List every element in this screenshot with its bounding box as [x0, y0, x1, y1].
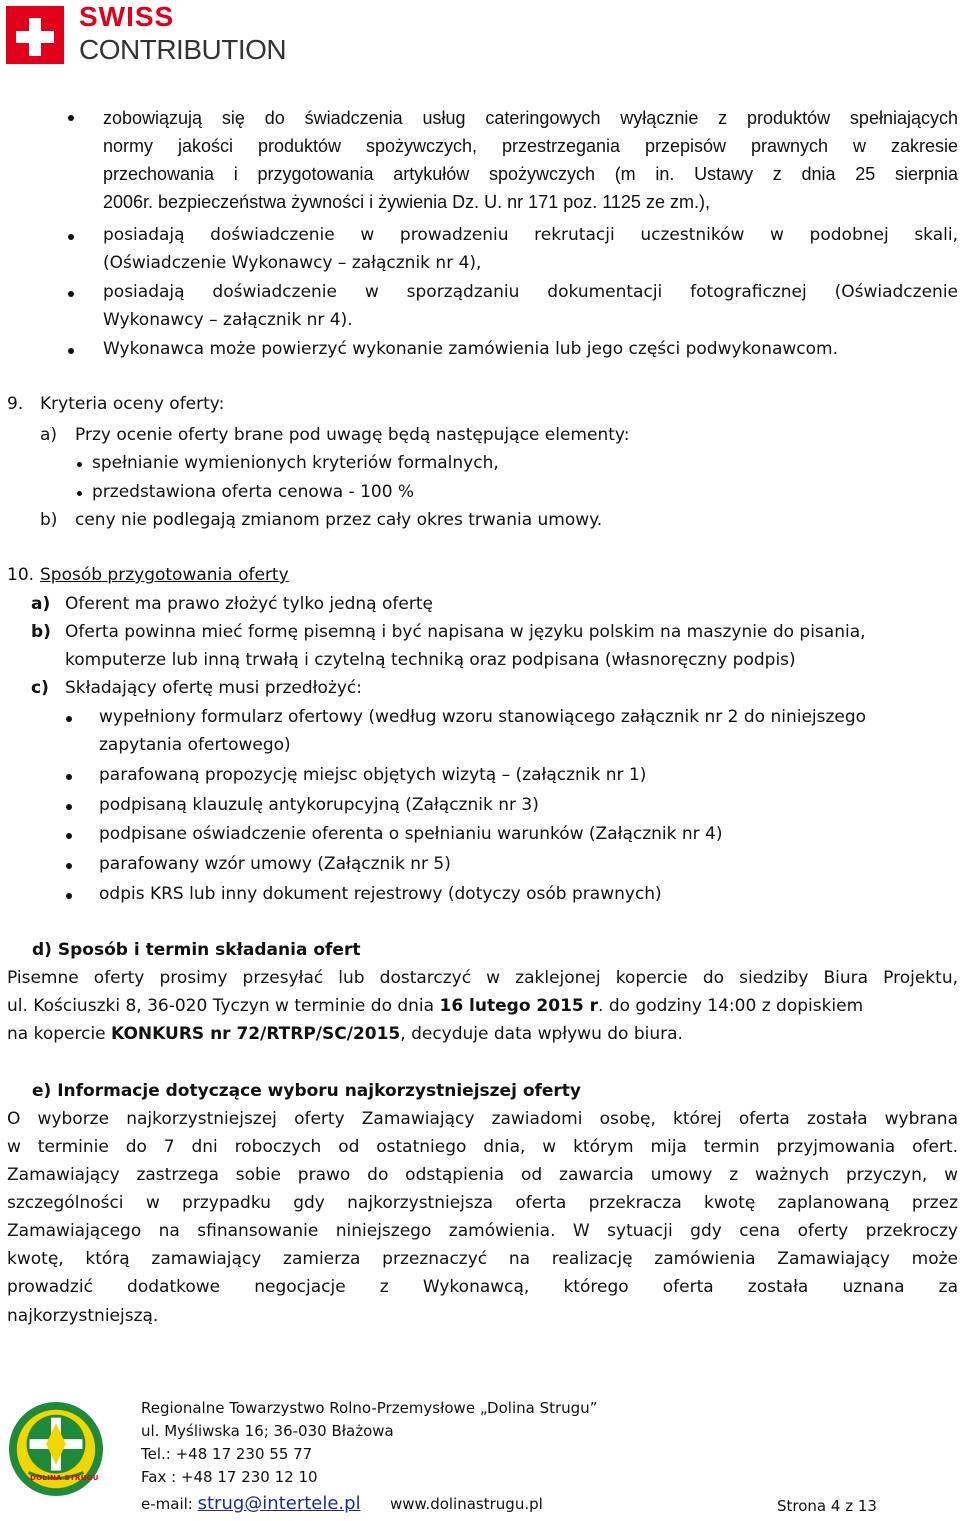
- c-item-3: podpisaną klauzulę antykorupcyjną (Załącznik nr 3): [99, 795, 539, 815]
- footer-org: Regionalne Towarzystwo Rolno-Przemysłowe „Dolina Strugu”: [141, 1399, 598, 1417]
- section-10-b-marker: b): [31, 622, 51, 642]
- section-9-a-text: Przy ocenie oferty brane pod uwagę będą następujące elementy:: [75, 425, 630, 445]
- footer-website[interactable]: www.dolinastrugu.pl: [390, 1495, 543, 1513]
- bullet-icon: [68, 291, 74, 297]
- section-10-c-marker: c): [31, 678, 49, 698]
- section-d-line-1: Pisemne oferty prosimy przesyłać lub dostarczyć w zaklejonej kopercie do siedziby Biura Projektu,: [7, 968, 958, 988]
- intro-bullet-3-line-1: posiadają doświadczenie w sporządzaniu dokumentacji fotograficznej (Oświadczenie: [103, 282, 958, 302]
- bullet-icon: [77, 491, 82, 496]
- section-10-a-marker: a): [31, 594, 51, 614]
- swiss-contribution-logo: [6, 2, 306, 66]
- bullet-icon: [66, 716, 72, 722]
- section-e-line-7: prowadzić dodatkowe negocjacje z Wykonawcą, którego oferta została uznana za: [7, 1277, 958, 1297]
- footer-email-link[interactable]: strug@intertele.pl: [197, 1493, 361, 1514]
- section-9-a-marker: a): [40, 425, 58, 445]
- section-e-line-3: Zamawiający zastrzega sobie prawo do odstąpienia od zawarcia umowy z ważnych przyczyn, w: [7, 1165, 958, 1185]
- intro-bullet-1-line-3: przechowania i przygotowania artykułów spożywczych (m in. Ustawy z dnia 25 sierpnia: [103, 164, 958, 184]
- c-item-6: odpis KRS lub inny dokument rejestrowy (dotyczy osób prawnych): [99, 884, 662, 904]
- c-item-2: parafowaną propozycję miejsc objętych wizytą – (załącznik nr 1): [99, 765, 647, 785]
- swiss-flag-icon: [6, 6, 64, 64]
- footer-email-line: [141, 1494, 361, 1514]
- logo-swiss-text: SWISS: [79, 1, 175, 32]
- section-e-line-1: O wyborze najkorzystniejszej oferty Zamawiający zawiadomi osobę, której oferta została wybrana: [7, 1109, 958, 1129]
- intro-bullet-1-line-4: 2006r. bezpieczeństwa żywności i żywienia Dz. U. nr 171 poz. 1125 ze zm.),: [103, 192, 710, 212]
- bullet-icon: [66, 804, 72, 810]
- bullet-icon: [68, 115, 74, 121]
- section-9-sub-2: przedstawiona oferta cenowa - 100 %: [92, 482, 415, 502]
- section-e-line-5: Zamawiającego na sfinansowanie niniejszego zamówienia. W sytuacji gdy cena oferty przekroczy: [7, 1221, 958, 1241]
- section-e-line-8: najkorzystniejszą.: [7, 1306, 159, 1326]
- logo-contribution-text: CONTRIBUTION: [79, 34, 287, 65]
- bullet-icon: [66, 893, 72, 899]
- bullet-icon: [66, 833, 72, 839]
- intro-bullet-1-line-2: normy jakości produktów spożywczych, przestrzegania przepisów prawnych w zakresie: [103, 136, 958, 156]
- section-e-line-4: szczególności w przypadku gdy najkorzystniejsza oferta przekracza kwotę zaplanowaną przez: [7, 1193, 958, 1213]
- section-9-b-text: ceny nie podlegają zmianom przez cały okres trwania umowy.: [75, 510, 603, 530]
- section-10-title: Sposób przygotowania oferty: [40, 565, 289, 585]
- footer-email-label: e-mail:: [141, 1495, 198, 1513]
- intro-bullet-2-line-1: posiadają doświadczenie w prowadzeniu rekrutacji uczestników w podobnej skali,: [103, 225, 958, 245]
- section-9-title: Kryteria oceny oferty:: [40, 394, 225, 414]
- footer-address: ul. Myśliwska 16; 36-030 Błażowa: [141, 1422, 394, 1440]
- section-e-title: e) Informacje dotyczące wyboru najkorzystniejszej oferty: [32, 1081, 582, 1101]
- c-item-5: parafowany wzór umowy (Załącznik nr 5): [99, 854, 451, 874]
- section-d-title: d) Sposób i termin składania ofert: [32, 940, 361, 960]
- section-9-sub-1: spełnianie wymienionych kryteriów formalnych,: [92, 453, 499, 473]
- bullet-icon: [68, 348, 74, 354]
- section-10-b-line-1: Oferta powinna mieć formę pisemną i być napisana w języku polskim na maszynie do pisania,: [65, 622, 866, 642]
- section-d-line-3: na kopercie KONKURS nr 72/RTRP/SC/2015, decyduje data wpływu do biura.: [7, 1024, 683, 1044]
- intro-bullet-2-line-2: (Oświadczenie Wykonawcy – załącznik nr 4),: [103, 253, 482, 273]
- footer-logo-caption: DOLINA STRUGU: [30, 1474, 99, 1482]
- c-item-1-line-1: wypełniony formularz ofertowy (według wzoru stanowiącego załącznik nr 2 do niniejszego: [99, 707, 867, 727]
- section-10-number: 10.: [7, 565, 35, 585]
- section-10-b-line-2: komputerze lub inną trwałą i czytelną techniką oraz podpisana (własnoręczny podpis): [65, 650, 796, 670]
- section-d-line-2: ul. Kościuszki 8, 36-020 Tyczyn w terminie do dnia 16 lutego 2015 r. do godziny 14:00 z dopiskiem: [7, 996, 864, 1016]
- bullet-icon: [77, 462, 82, 467]
- intro-bullet-3-line-2: Wykonawcy – załącznik nr 4).: [103, 310, 353, 330]
- intro-bullet-4-line-1: Wykonawca może powierzyć wykonanie zamówienia lub jego części podwykonawcom.: [103, 339, 839, 359]
- section-10-a-text: Oferent ma prawo złożyć tylko jedną ofertę: [65, 594, 433, 614]
- bullet-icon: [66, 774, 72, 780]
- intro-bullet-1-line-1: zobowiązują się do świadczenia usług cateringowych wyłącznie z produktów spełniających: [103, 108, 958, 128]
- section-10-c-text: Składający ofertę musi przedłożyć:: [65, 678, 362, 698]
- section-e-line-2: w terminie do 7 dni roboczych od ostatniego dnia, w którym mija termin przyjmowania ofert.: [7, 1137, 958, 1157]
- section-9-number: 9.: [7, 394, 24, 414]
- c-item-1-line-2: zapytania ofertowego): [99, 735, 291, 755]
- footer-fax: Fax : +48 17 230 12 10: [141, 1468, 318, 1486]
- c-item-4: podpisane oświadczenie oferenta o spełnianiu warunków (Załącznik nr 4): [99, 824, 723, 844]
- bullet-icon: [68, 234, 74, 240]
- footer-tel: Tel.: +48 17 230 55 77: [141, 1445, 313, 1463]
- bullet-icon: [66, 863, 72, 869]
- dolina-strugu-logo-icon: [7, 1400, 105, 1498]
- section-9-b-marker: b): [40, 510, 58, 530]
- footer-page-number: Strona 4 z 13: [777, 1497, 877, 1515]
- section-e-line-6: kwotę, którą zamawiający zamierza przeznaczyć na realizację zamówienia Zamawiający może: [7, 1249, 958, 1269]
